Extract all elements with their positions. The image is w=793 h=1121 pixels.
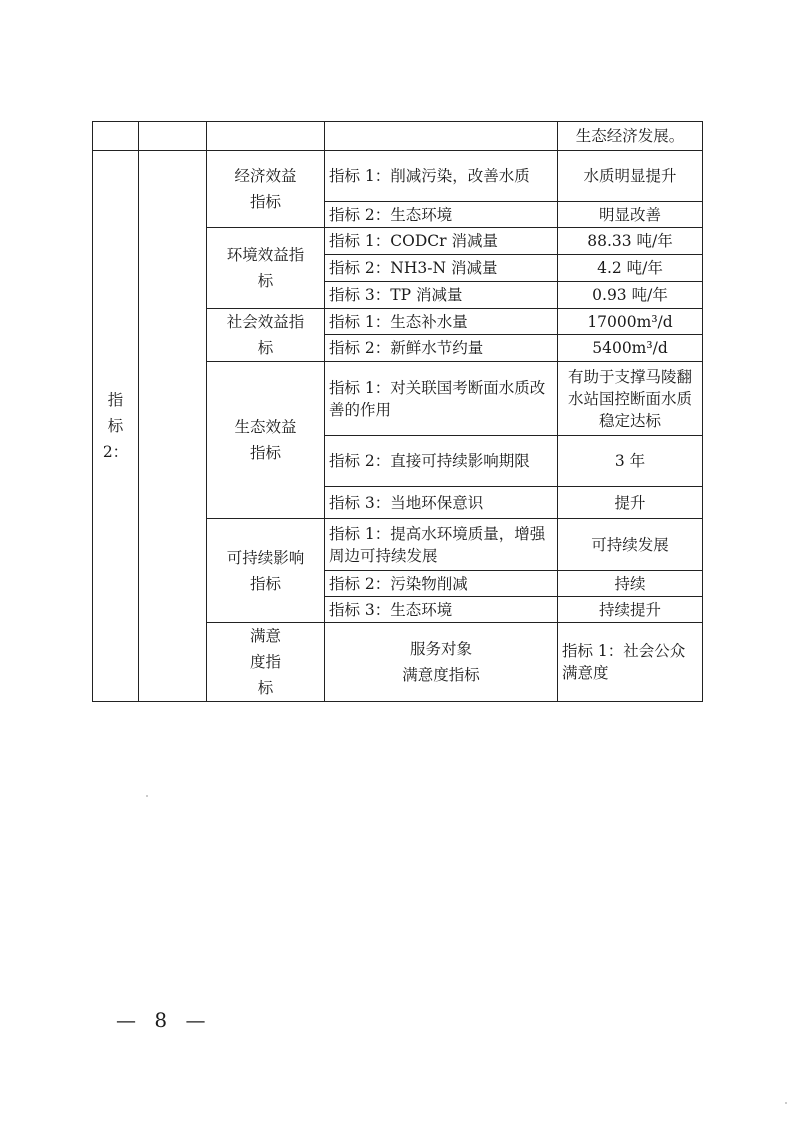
satisfaction-label-line: 度指 <box>249 653 281 671</box>
value-cell: 持续提升 <box>558 597 703 623</box>
value-cell: 有助于支撑马陵翻水站国控断面水质稳定达标 <box>558 362 703 436</box>
level1-label-line: 标 <box>107 417 124 435</box>
table-row <box>93 122 703 151</box>
scan-speck <box>785 1102 787 1104</box>
page-number: — 8 — <box>116 1008 212 1032</box>
metric-cell: 指标 2：新鲜水节约量 <box>325 335 558 362</box>
value-cell: 4.2 吨/年 <box>558 255 703 282</box>
metric-cell: 指标 1：提高水环境质量，增强周边可持续发展 <box>325 519 558 571</box>
category-cell <box>207 309 325 362</box>
category-label-line: 指标 <box>249 193 281 211</box>
metric-cell: 指标 1：对关联国考断面水质改善的作用 <box>325 362 558 436</box>
value-cell: 17000m³/d <box>558 309 703 335</box>
metric-cell: 指标 3：生态环境 <box>325 597 558 623</box>
level1-label-line: 2： <box>102 443 129 461</box>
category-label-line: 可持续影响 <box>226 548 305 567</box>
category-label-line: 标 <box>257 339 274 357</box>
value-cell: 可持续发展 <box>558 519 703 571</box>
value-cell: 持续 <box>558 571 703 597</box>
category-cell <box>207 519 325 623</box>
level2-empty-cell <box>139 151 207 702</box>
table-row <box>93 151 703 202</box>
metric-cell: 指标 2：生态环境 <box>325 202 558 228</box>
category-label-line: 经济效益 <box>234 167 297 185</box>
metric-cell: 指标 1：CODCr 消减量 <box>325 228 558 255</box>
level1-label-line: 指 <box>107 391 124 409</box>
satisfaction-level2-cell <box>207 623 325 702</box>
metric-cell: 指标 2：直接可持续影响期限 <box>325 436 558 487</box>
value-cell: 3 年 <box>558 436 703 487</box>
value-cell: 水质明显提升 <box>558 151 703 202</box>
category-cell <box>207 151 325 228</box>
table-cell-empty <box>93 122 139 151</box>
category-cell <box>207 362 325 519</box>
category-label-line: 指标 <box>249 444 281 462</box>
metric-cell: 指标 3：当地环保意识 <box>325 487 558 519</box>
scan-speck <box>146 795 148 797</box>
metric-cell: 指标 1：削减污染，改善水质 <box>325 151 558 202</box>
performance-indicator-table <box>92 121 703 702</box>
category-cell <box>325 623 558 702</box>
category-label-line: 环境效益指 <box>226 246 305 264</box>
table-cell-empty <box>207 122 325 151</box>
metric-cell: 指标 3：TP 消减量 <box>325 282 558 309</box>
value-cell: 0.93 吨/年 <box>558 282 703 309</box>
value-cell: 88.33 吨/年 <box>558 228 703 255</box>
metric-cell: 指标 1：社会公众满意度 <box>558 623 703 702</box>
category-label-line: 标 <box>257 272 274 290</box>
value-cell: 提升 <box>558 487 703 519</box>
category-label-line: 社会效益指 <box>226 313 305 331</box>
continued-text-cell: 生态经济发展。 <box>558 122 703 151</box>
category-cell <box>207 228 325 309</box>
value-cell: 5400m³/d <box>558 335 703 362</box>
category-label-line: 满意度指标 <box>402 666 480 684</box>
category-label-line: 指标 <box>249 574 281 593</box>
category-label-line: 服务对象 <box>409 640 472 658</box>
metric-cell: 指标 2：NH3-N 消减量 <box>325 255 558 282</box>
satisfaction-label-line: 标 <box>257 679 274 697</box>
category-label-line: 生态效益 <box>234 418 297 436</box>
level1-indicator-cell <box>93 151 139 702</box>
table-cell-empty <box>325 122 558 151</box>
value-cell: 明显改善 <box>558 202 703 228</box>
satisfaction-label-line: 满意 <box>249 627 281 645</box>
table-cell-empty <box>139 122 207 151</box>
metric-cell: 指标 2：污染物削减 <box>325 571 558 597</box>
metric-cell: 指标 1：生态补水量 <box>325 309 558 335</box>
